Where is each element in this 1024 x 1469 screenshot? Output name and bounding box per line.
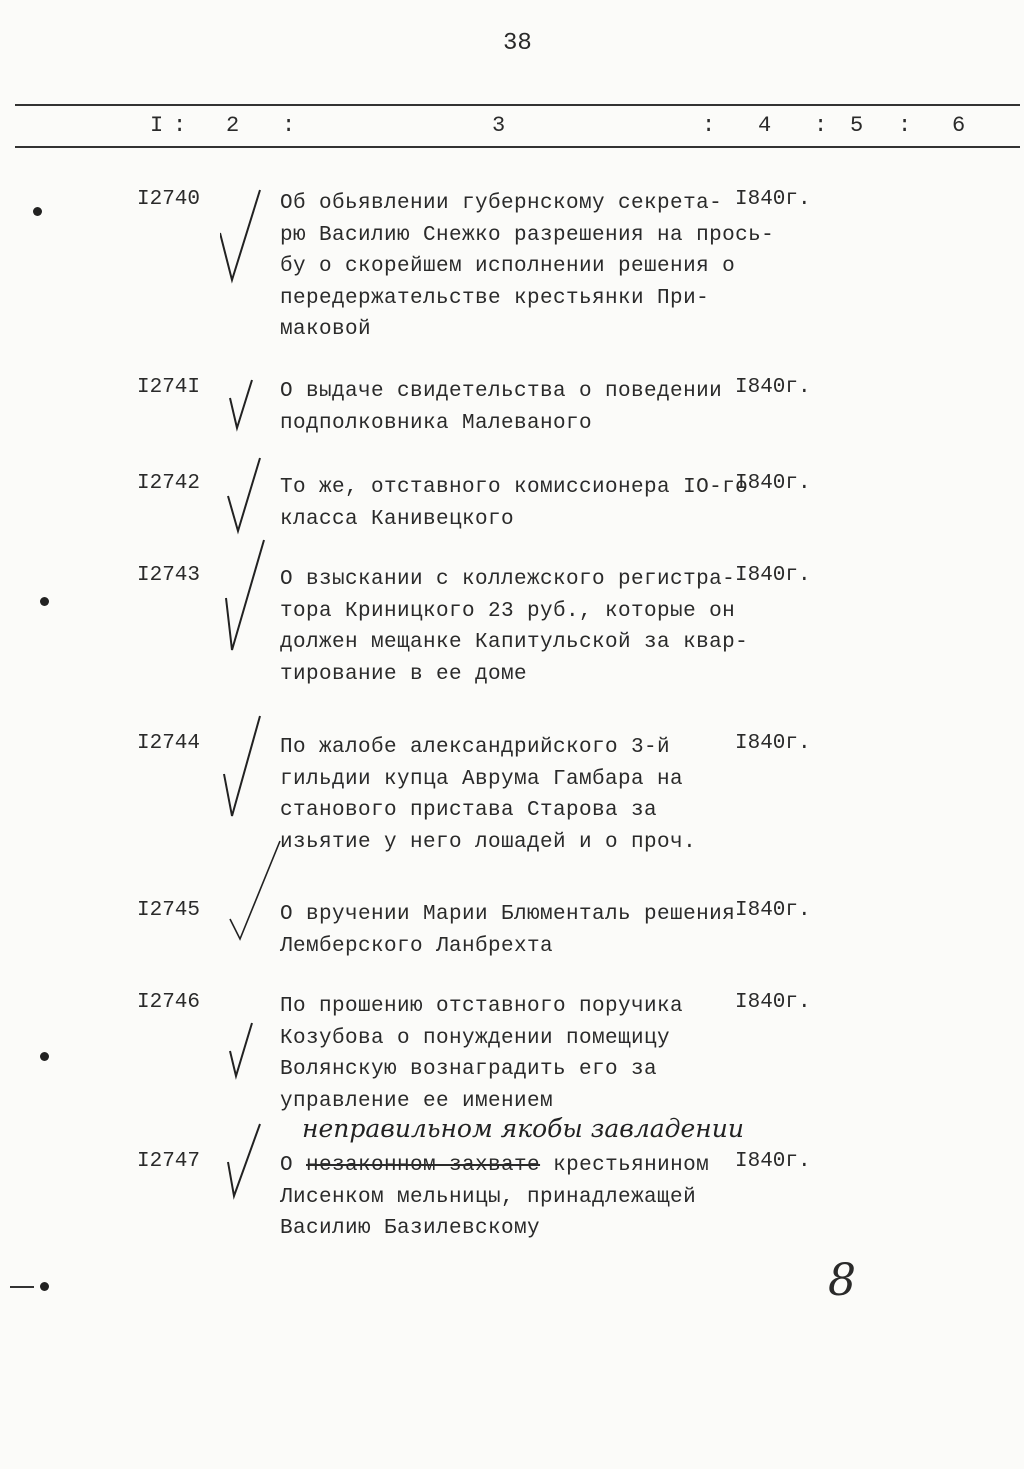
checkmark-icon [220,714,270,824]
col-2: 2 [226,113,240,138]
page-number: 38 [503,30,532,57]
punch-hole-mark [40,597,49,606]
record-year: I840г. [735,1150,811,1173]
struck-text: незаконном захвате [306,1154,541,1177]
margin-handwritten-mark: 8 [828,1255,856,1306]
record-title: О взыскании с коллежского регистра- тора Криницкого 23 руб., которые он должен мещанке Капитульской за квар- тирование в ее доме [280,568,749,686]
record-title: О незаконном захвате крестьянином Лисенком мельницы, принадлежащей Василию Базилевскому [280,1154,710,1240]
record-number: I274I [137,376,201,399]
handwritten-correction: неправильном якобы завладении [302,1114,744,1143]
punch-hole-mark [40,1052,49,1061]
record-title: Об обьявлении губернскому секрета- рю Василию Снежко разрешения на прось- бу о скорейшем исполнении решения о передержательстве крестьянки При- маковой [280,192,775,341]
record-title: О вручении Марии Блюменталь решения Лемберского Ланбрехта [280,903,736,958]
record-number: I2747 [137,1150,201,1173]
record-year: I840г. [735,732,811,755]
record-number: I2743 [137,564,201,587]
record-title: По прошению отставного поручика Козубова о понуждении помещицу Волянскую вознаградить его за управление ее имением [280,995,684,1113]
punch-hole-mark [33,207,42,216]
record-year: I840г. [735,899,811,922]
punch-hole-mark [40,1282,49,1291]
checkmark-icon [220,538,270,658]
col-1: I [150,113,164,138]
checkmark-icon [220,1021,270,1081]
record-number: I2746 [137,991,201,1014]
checkmark-icon [220,378,270,438]
col-5: 5 [850,113,864,138]
checkmark-icon [220,456,270,536]
record-year: I840г. [735,472,811,495]
record-year: I840г. [735,564,811,587]
col-6: 6 [952,113,966,138]
record-year: I840г. [735,188,811,211]
col-3: 3 [492,113,506,138]
header-top-rule [15,104,1020,106]
col-4: 4 [758,113,772,138]
header-bottom-rule [15,146,1020,148]
margin-dash [10,1286,34,1288]
record-title: По жалобе александрийского 3-й гильдии купца Аврума Гамбара на станового пристава Старова за изьятие у него лошадей и о проч. [280,736,697,854]
record-number: I2745 [137,899,201,922]
record-title: То же, отставного комиссионера IO-го класса Канивецкого [280,476,749,531]
record-number: I2744 [137,732,201,755]
record-number: I2740 [137,188,201,211]
record-number: I2742 [137,472,201,495]
checkmark-icon [220,188,270,288]
record-title: О выдаче свидетельства о поведении подполковника Малеваного [280,380,723,435]
checkmark-icon [220,1122,270,1202]
checkmark-icon [220,839,290,949]
record-year: I840г. [735,376,811,399]
record-year: I840г. [735,991,811,1014]
